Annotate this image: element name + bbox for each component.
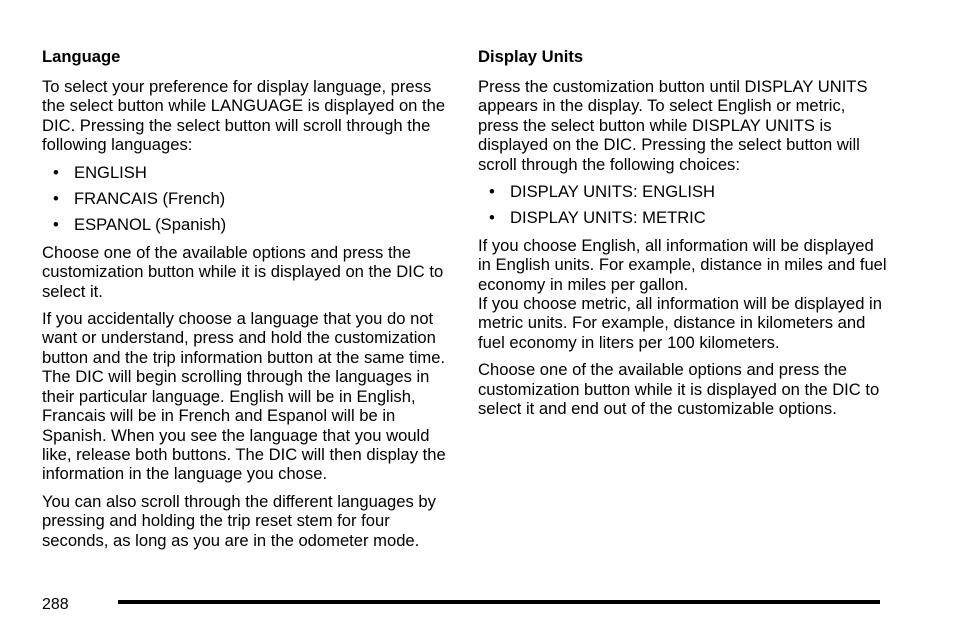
language-choose-paragraph: Choose one of the available options and press the customization button while it is displayed on the DIC to select it. — [42, 242, 444, 301]
language-scroll-paragraph: You can also scroll through the different languages by pressing and holding the trip reset stem for four seconds, as long as you are in the odometer mode. — [42, 491, 436, 550]
display-units-choose-paragraph: Choose one of the available options and press the customization button while it is displayed on the DIC to select it and end out of the customizable options. — [478, 360, 880, 419]
display-units-metric-paragraph: If you choose metric, all information will be displayed in metric units. For example, distance in kilometers and fuel economy in liters per 100 kilometers. — [478, 294, 882, 352]
display-units-english-paragraph: If you choose English, all information will be displayed in English units. For example, distance in miles and fuel economy in miles per gallon. — [478, 235, 887, 294]
list-item: • ENGLISH — [42, 163, 450, 182]
language-intro-paragraph: To select your preference for display language, press the select button while LANGUAGE is displayed on the DIC. Pressing the select button will scroll through the following languages: — [42, 77, 446, 155]
list-item: • FRANCAIS (French) — [42, 189, 450, 208]
display-units-heading: Display Units — [478, 47, 584, 66]
list-item: • ESPANOL (Spanish) — [42, 215, 450, 234]
left-column — [42, 47, 450, 558]
language-accident-paragraph: If you accidentally choose a language that you do not want or understand, press and hold the customization button and the trip information button at the same time. The DIC will begin scrolling through the languages in their particular language. English will be in English, Francais will be in French and Espanol will be in Spanish. When you see the language that you would like, release both buttons. The DIC will then display the information in the language you chose. — [42, 309, 446, 484]
language-heading: Language — [42, 47, 121, 66]
language-options-list — [42, 163, 450, 235]
display-units-intro-paragraph: Press the customization button until DISPLAY UNITS appears in the display. To select English or metric, press the select button while DISPLAY UNITS is displayed on the DIC. Pressing the select button will scroll through the following choices: — [478, 77, 868, 174]
page-number: 288 — [42, 596, 69, 613]
footer-divider — [118, 600, 880, 604]
display-units-options-list — [478, 182, 888, 228]
list-item: • DISPLAY UNITS: METRIC — [478, 208, 888, 227]
right-column — [478, 47, 888, 427]
list-item: • DISPLAY UNITS: ENGLISH — [478, 182, 888, 201]
